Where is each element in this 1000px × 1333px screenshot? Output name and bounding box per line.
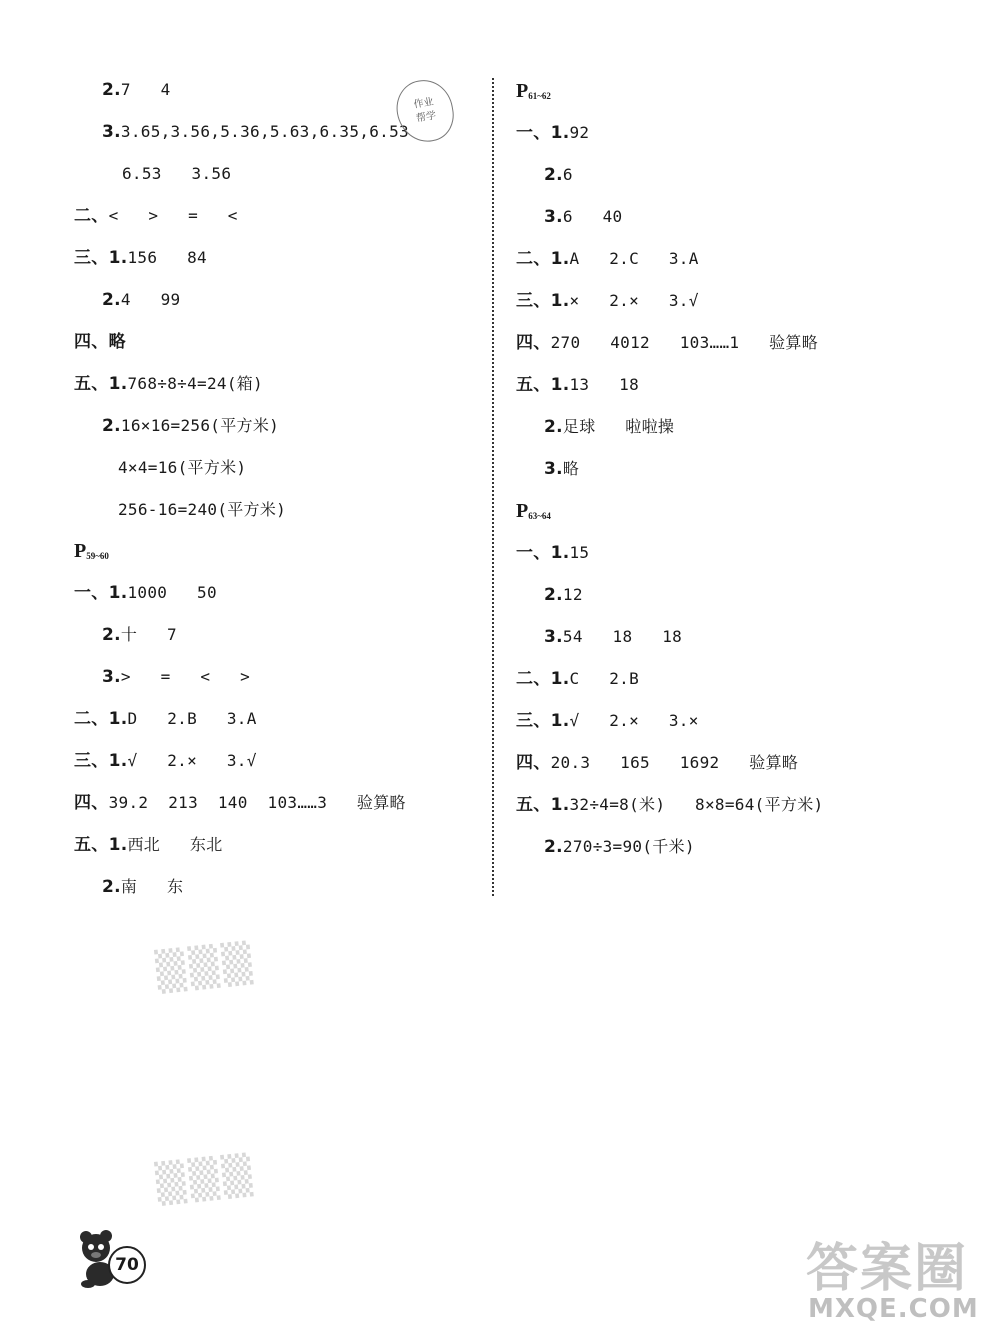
answer-line: 2.足球 啦啦操 [544,417,675,437]
answer-line: 二、< > = < [74,206,238,226]
answer-line: 二、1.C 2.B [516,669,640,689]
faint-background-mark: ▒▒▒ [153,1150,258,1207]
answer-line: 3.> = < > [102,667,251,687]
answer-line: 2.十 7 [102,625,177,645]
answer-line: 四、20.3 165 1692 验算略 [516,753,799,773]
answer-line: 256-16=240(平方米) [118,500,287,519]
answer-line: 一、1.92 [516,123,590,143]
watermark-logo: 答案圈 [806,1239,969,1299]
section-title: $P_{61\sim 62}$ [516,80,551,102]
answer-line: 三、1.√ 2.× 3.√ [74,751,257,771]
answer-line: 五、1.西北 东北 [74,835,223,855]
faint-background-mark: ▒▒▒ [153,938,258,995]
answer-line: 四、略 [74,332,126,352]
answer-line: 4×4=16(平方米) [118,458,247,477]
answer-line: 3.略 [544,459,580,479]
answer-line: 一、1.1000 50 [74,583,217,603]
answer-line: 2.270÷3=90(千米) [544,837,695,857]
page-number: 70 [108,1246,146,1284]
answer-line: 2.16×16=256(平方米) [102,416,280,436]
answer-line: 6.53 3.56 [122,164,232,183]
answer-line: 3.6 40 [544,207,623,227]
answer-line: 三、1.√ 2.× 3.× [516,711,699,731]
answer-line: 二、1.A 2.C 3.A [516,249,699,269]
answer-line: 三、1.× 2.× 3.√ [516,291,699,311]
answer-line: 3.3.65,3.56,5.36,5.63,6.35,6.53 [102,122,409,142]
answer-line: 四、39.2 213 140 103……3 验算略 [74,793,406,813]
answer-line: 2.12 [544,585,583,605]
answer-line: 2.4 99 [102,290,181,310]
answer-line: 四、270 4012 103……1 验算略 [516,333,819,353]
section-title: $P_{63\sim 64}$ [516,500,551,522]
section-title: $P_{59\sim 60}$ [74,540,109,562]
answer-line: 五、1.768÷8÷4=24(箱) [74,374,263,394]
stamp-mark: 作业 帮学 [392,76,458,147]
answer-line: 三、1.156 84 [74,248,207,268]
answer-line: 五、1.13 18 [516,375,640,395]
watermark-url: MXQE.COM [808,1294,979,1324]
answer-line: 一、1.15 [516,543,590,563]
answer-line: 五、1.32÷4=8(米) 8×8=64(平方米) [516,795,824,815]
answer-line: 2.南 东 [102,877,184,897]
answer-line: 2.7 4 [102,80,171,100]
answer-line: 2.6 [544,165,573,185]
answer-line: 二、1.D 2.B 3.A [74,709,257,729]
column-divider [492,78,494,896]
answer-line: 3.54 18 18 [544,627,683,647]
